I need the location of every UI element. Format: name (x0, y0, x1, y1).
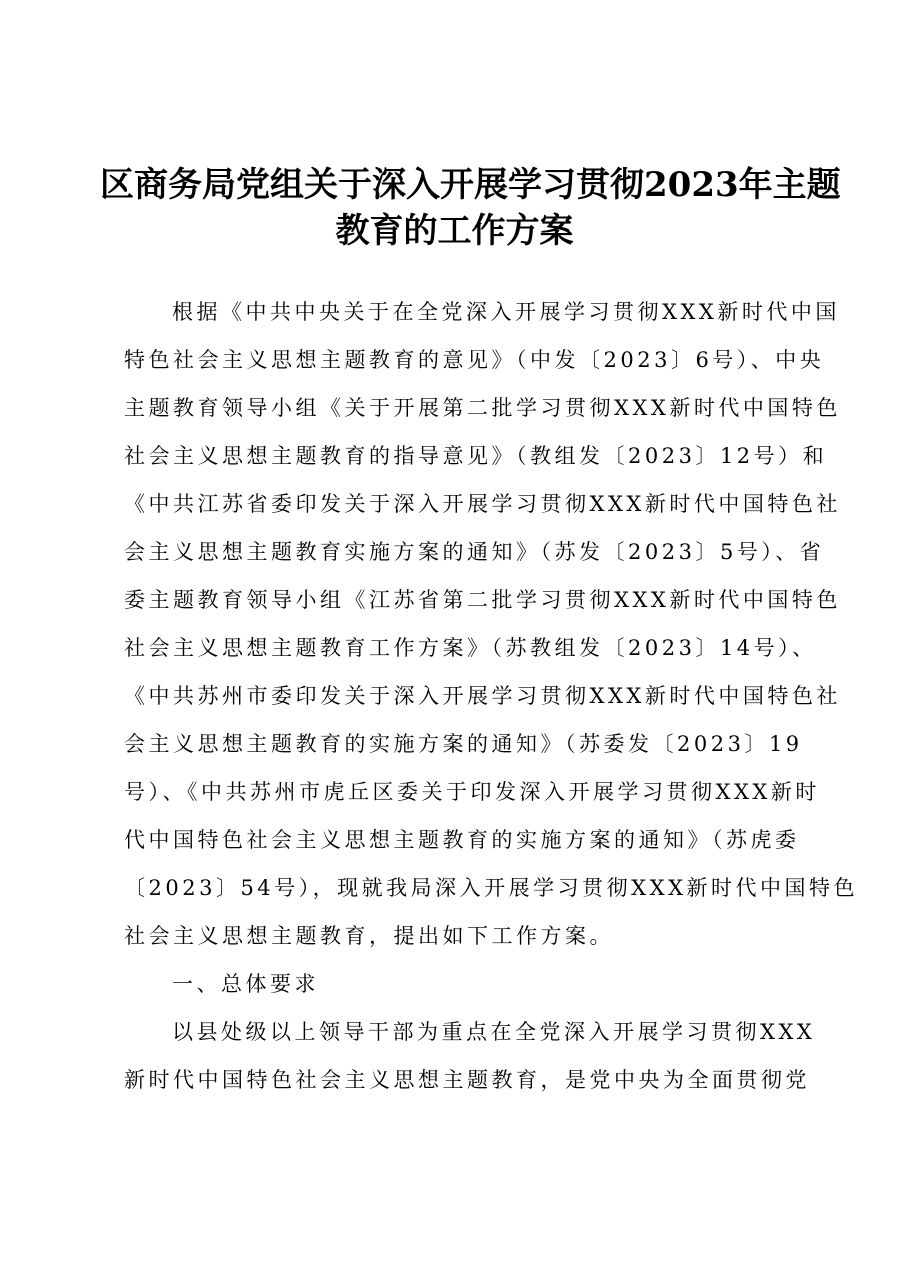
section-heading: 一、总体要求 (172, 972, 319, 996)
paragraph-line: 委主题教育领导小组《江苏省第二批学习贯彻XXX新时代中国特色 (124, 588, 841, 612)
paragraph-line: 社会主义思想主题教育，提出如下工作方案。 (124, 924, 614, 948)
paragraph-line: 〔2023〕54号），现就我局深入开展学习贯彻XXX新时代中国特色 (124, 876, 859, 900)
paragraph-line: 号）、《中共苏州市虎丘区委关于印发深入开展学习贯彻XXX新时 (124, 780, 820, 804)
paragraph-line: 《中共苏州市委印发关于深入开展学习贯彻XXX新时代中国特色社 (124, 684, 841, 708)
paragraph-line: 会主义思想主题教育的实施方案的通知》（苏委发〔2023〕19 (124, 732, 803, 756)
paragraph-line: 以县处级以上领导干部为重点在全党深入开展学习贯彻XXX (172, 1020, 816, 1044)
paragraph-line: 新时代中国特色社会主义思想主题教育，是党中央为全面贯彻党 (124, 1068, 810, 1092)
document-title-line-2: 教育的工作方案 (335, 211, 574, 251)
document-title-line-1: 区商务局党组关于深入开展学习贯彻2023年主题 (100, 165, 841, 205)
paragraph-line: 会主义思想主题教育实施方案的通知》（苏发〔2023〕5号）、省 (124, 540, 825, 564)
paragraph-line: 主题教育领导小组《关于开展第二批学习贯彻XXX新时代中国特色 (124, 396, 841, 420)
paragraph-line: 社会主义思想主题教育的指导意见》（教组发〔2023〕12号）和 (124, 444, 828, 468)
paragraph-line: 特色社会主义思想主题教育的意见》（中发〔2023〕6号）、中央 (124, 348, 825, 372)
paragraph-line: 《中共江苏省委印发关于深入开展学习贯彻XXX新时代中国特色社 (124, 492, 841, 516)
paragraph-line: 根据《中共中央关于在全党深入开展学习贯彻XXX新时代中国 (172, 300, 840, 324)
paragraph-line: 代中国特色社会主义思想主题教育的实施方案的通知》（苏虎委 (124, 828, 800, 852)
paragraph-line: 社会主义思想主题教育工作方案》（苏教组发〔2023〕14号）、 (124, 636, 817, 660)
